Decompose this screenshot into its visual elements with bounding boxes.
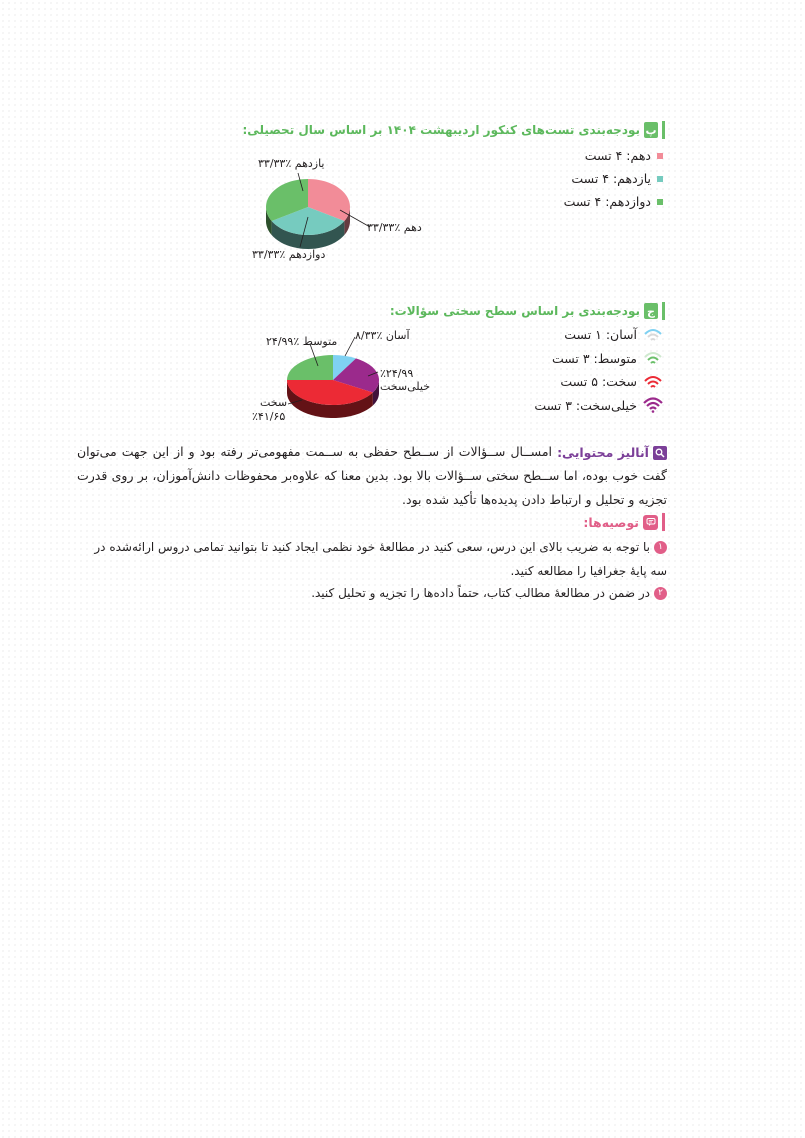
- legend-item-motevaset: [534, 347, 663, 371]
- recommendations-title: توصیه‌ها:: [583, 514, 639, 530]
- legend-label: دوازدهم: ۴ تست: [563, 194, 651, 209]
- label-kheyli-pct: ٪۲۴/۹۹: [380, 367, 414, 380]
- label-asan: آسان ٪۸/۳۳: [355, 329, 410, 342]
- signal-icon: [643, 350, 663, 366]
- legend-swatch: [657, 199, 663, 205]
- magnifier-icon: [653, 446, 667, 460]
- item-number-badge: ۲: [654, 587, 667, 600]
- recommendation-text: در ضمن در مطالعهٔ مطالب کتاب، حتماً داده‌ها را تجزیه و تحلیل کنید.: [311, 586, 650, 600]
- legend-item-sakht: [534, 370, 663, 394]
- section-b-badge: پ: [645, 123, 657, 137]
- section-c-title: بودجه‌بندی بر اساس سطح سختی سؤالات:: [389, 304, 640, 318]
- analysis-paragraph: [77, 440, 667, 511]
- label-motevaset: متوسط ٪۲۴/۹۹: [266, 335, 338, 348]
- grade-pie-slices: [266, 179, 350, 249]
- recommendations-bar: [662, 513, 665, 531]
- section-b-bar: [662, 121, 665, 139]
- analysis-head: [557, 441, 667, 465]
- label-yazdahom: یازدهم ٪۳۳/۳۳: [258, 157, 325, 170]
- section-b-title: بودجه‌بندی تست‌های کنکور اردیبهشت ۱۴۰۴ بر اساس سال تحصیلی:: [242, 123, 640, 137]
- item-number-badge: ۱: [654, 541, 667, 554]
- legend-label: آسان: ۱ تست: [564, 327, 637, 342]
- legend-item-kheyli-sakht: [534, 394, 663, 418]
- signal-icon: [643, 397, 663, 413]
- signal-icon: [643, 327, 663, 343]
- legend-item-yazdahom: [564, 167, 663, 190]
- legend-swatch: [657, 153, 663, 159]
- signal-icon: [643, 374, 663, 390]
- legend-item-asan: [534, 323, 663, 347]
- legend-item-dahom: [564, 144, 663, 167]
- legend-label: خیلی‌سخت: ۳ تست: [534, 397, 637, 413]
- legend-item-davazdahom: [564, 190, 663, 213]
- difficulty-pie-slices: [287, 355, 379, 418]
- label-sakht-name: سخت: [260, 396, 288, 409]
- legend-label: یازدهم: ۴ تست: [571, 171, 651, 186]
- label-kheyli-name: خیلی‌سخت: [380, 380, 431, 393]
- section-c-legend: [534, 323, 663, 417]
- recommendation-item-2: [77, 582, 667, 606]
- analysis-title: آنالیز محتوایی:: [557, 444, 649, 460]
- recommendation-item-1: [77, 536, 667, 583]
- label-davazdahom: دوازدهم ٪۳۳/۳۳: [252, 248, 326, 261]
- analysis-body: امســال ســؤالات از ســطح حفظی به ســمت مفهومی‌تر رفته بود و از این جهت می‌توان گفت خوب بوده، اما ســطح سختی ســؤالات بالا بود. بدین معنا که علاوه‌بر محفوظات دانش‌آموزان، بر روی قدرت تجزیه و تحلیل و ارتباط دادن پدیده‌ها تأکید شده بود.: [77, 444, 667, 507]
- legend-label: دهم: ۴ تست: [584, 148, 651, 163]
- section-c-bar: [662, 302, 665, 320]
- label-dahom: دهم ٪۳۳/۳۳: [367, 221, 422, 234]
- recommendation-text: با توجه به ضریب بالای این درس، سعی کنید در مطالعهٔ خود نظمی ایجاد کنید تا بتوانید تمامی دروس ارائه‌شده در سه پایهٔ جغرافیا را مطالعه کنید.: [94, 540, 667, 578]
- legend-label: متوسط: ۳ تست: [551, 350, 637, 366]
- section-b-legend: [564, 144, 663, 213]
- recommendations-header: [583, 513, 665, 531]
- section-b-header: [243, 121, 666, 139]
- pie-slice-متوسط: [287, 355, 333, 380]
- leader-line: [345, 337, 355, 356]
- legend-swatch: [657, 176, 663, 182]
- section-c-header: [390, 302, 665, 320]
- section-c-badge: ج: [644, 303, 658, 319]
- label-sakht-pct: ٪۴۱/۶۵: [252, 410, 286, 423]
- legend-label: سخت: ۵ تست: [560, 374, 637, 389]
- speech-bubble-icon: [643, 515, 658, 530]
